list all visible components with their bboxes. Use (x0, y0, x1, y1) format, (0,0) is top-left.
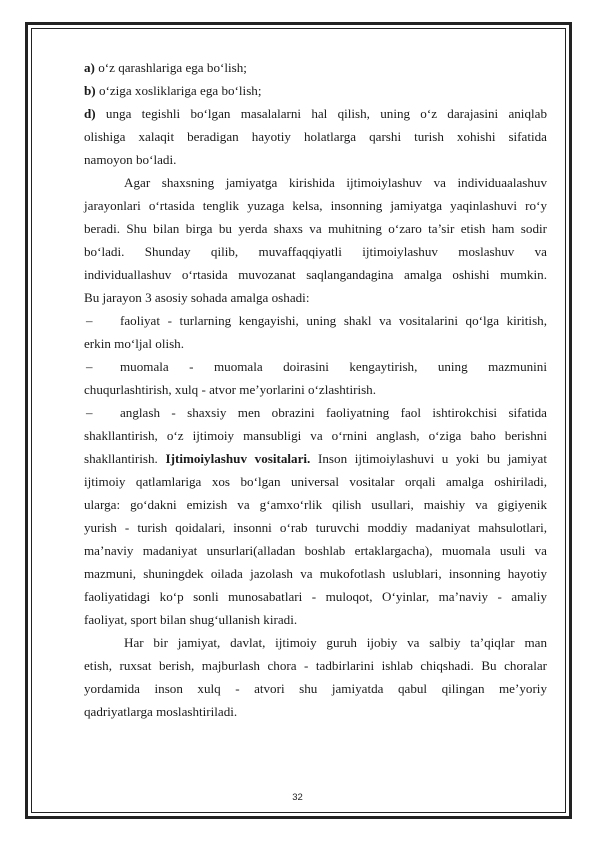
para1-line: bo‘ladi. Shunday qilib, muvaffaqqiyatli ijtimoiylashuv moslashuv va (84, 244, 547, 259)
para3-line: yordamida inson xulq - atvori shu jamiyatda qabul qilingan me’yoriy (84, 681, 547, 696)
line3-pre: shakllantirish. (84, 451, 158, 466)
para3-line: Har bir jamiyat, davlat, ijtimoiy guruh ijobiy va salbiy ta’qiqlar man (124, 635, 547, 650)
dash-item-1 (84, 309, 547, 332)
dash-bullet: – (86, 313, 93, 328)
para2-line: faoliyatidagi ko‘p sonli munosabatlari - muloqot, O‘yinlar, ma’naviy - amaliy (84, 589, 547, 604)
dash-item-2-line2: chuqurlashtirish, xulq - atvor me’yorlarini o‘zlashtirish. (84, 382, 376, 397)
dash-bullet: – (86, 405, 93, 420)
item-d-line1: unga tegishli bo‘lgan masalalarni hal qilish, uning o‘z darajasini aniqlab (105, 106, 547, 121)
para2-line: faoliyat, sport bilan shug‘ullanish kiradi. (84, 612, 298, 627)
page-number: 32 (292, 792, 303, 803)
dash-item-1-line2: erkin mo‘ljal olish. (84, 336, 185, 351)
para1-line: beradi. Shu bilan birga bu yerda shaxs va muhitning o‘zaro ta’sir etish ham sodir (84, 221, 547, 236)
dash-item-3-line1: anglash - shaxsiy men obrazini faoliyatning faol ishtirokchisi sifatida (120, 405, 547, 420)
dash-item-3-line3 (84, 447, 547, 470)
list-item-d (84, 102, 547, 125)
para1-line: individuallashuv o‘rtasida muvozanat saqlangandagina amalga oshishi mumkin. (84, 267, 547, 282)
para2-line: ma’naviy madaniyat unsurlari(alladan boshlab ertaklargacha), muomala usuli va (84, 543, 547, 558)
item-d-line2: olishiga xalaqit beradigan hayotiy holatlarga qarshi turish xohishi sifatida (84, 129, 547, 144)
dash-item-3-line2: shakllantirish, o‘z ijtimoiy mansubligi va o‘rnini anglash, o‘ziga baho berishni (84, 428, 547, 443)
para2-line: ijtimoiy qatlamlariga xos bo‘lgan universal vositalar orqali amalga oshiriladi, (84, 474, 547, 489)
document-body (84, 56, 547, 723)
dash-item-3 (84, 401, 547, 424)
item-b-label: b) (84, 83, 96, 98)
para1-line: Bu jarayon 3 asosiy sohada amalga oshadi: (84, 290, 310, 305)
para2-line: mazmuni, shuningdek oilada jazolash va mukofotlash uslublari, insonning hayotiy (84, 566, 547, 581)
line3-post: Inson ijtimoiylashuvi u yoki bu jamiyat (318, 451, 547, 466)
list-item-a (84, 56, 547, 79)
dash-item-1-line1: faoliyat - turlarning kengayishi, uning shakl va vositalarini qo‘lga kiritish, (120, 313, 547, 328)
dash-bullet: – (86, 359, 93, 374)
para3-line: qadriyatlarga moslashtiriladi. (84, 704, 238, 719)
section-heading-vositalar: Ijtimoiylashuv vositalari. (165, 451, 311, 466)
dash-item-2-line1: muomala - muomala doirasini kengaytirish, uning mazmunini (120, 359, 547, 374)
dash-item-2 (84, 355, 547, 378)
item-d-line3: namoyon bo‘ladi. (84, 152, 177, 167)
para1-line: Agar shaxsning jamiyatga kirishida ijtimoiylashuv va individuaalashuv (124, 175, 547, 190)
para1-line: jarayonlari o‘rtasida tenglik yuzaga kelsa, insonning jamiyatga yaqinlashuvi ro‘y (84, 198, 547, 213)
item-b-text: o‘ziga xosliklariga ega bo‘lish; (98, 83, 262, 98)
item-d-label: d) (84, 106, 96, 121)
item-a-label: a) (84, 60, 95, 75)
item-a-text: o‘z qarashlariga ega bo‘lish; (98, 60, 247, 75)
para2-line: yurish - turish qoidalari, insonni o‘rab turuvchi moddiy madaniyat mahsulotlari, (84, 520, 547, 535)
para3-line: etish, ruxsat berish, majburlash chora - tadbirlarini ishlab chiqshadi. Bu choralar (84, 658, 547, 673)
list-item-b (84, 79, 547, 102)
para2-line: ularga: go‘dakni emizish va g‘amxo‘rlik qilish usullari, maishiy va gigiyenik (84, 497, 547, 512)
